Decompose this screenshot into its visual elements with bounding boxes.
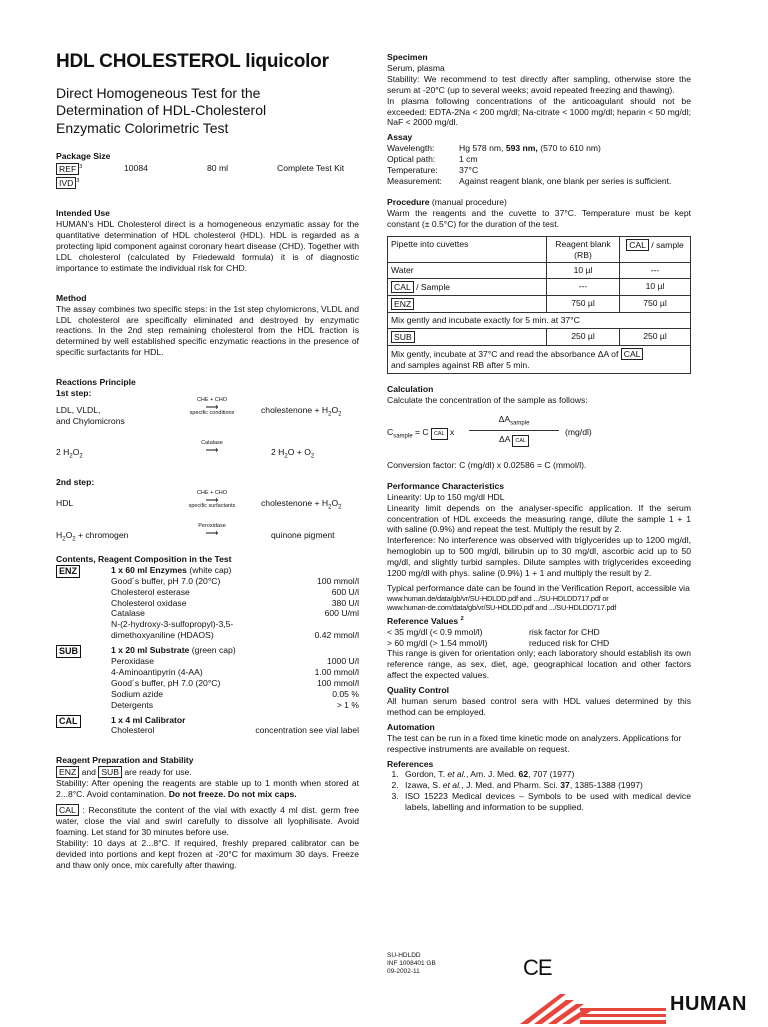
automation-heading: Automation xyxy=(387,721,435,732)
qc-heading: Quality Control xyxy=(387,685,450,696)
list-item: Detergents > 1 % xyxy=(111,699,359,710)
step2-label: 2nd step: xyxy=(56,476,95,487)
subtitle-line: Determination of HDL-Cholesterol xyxy=(56,102,267,119)
cal-stability: Stability: 10 days at 2...8°C. If required, freshly prepared calibrator can be devided into portions and kept frozen at -20°C for maximum 30 days. Freeze and thaw only once, mix carefully after thawing. xyxy=(56,837,359,870)
references-heading: References xyxy=(387,758,434,769)
list-item: 2. Izawa, S. et al., J. Med. and Pharm. Sci. 37, 1385-1388 (1997) xyxy=(401,780,691,791)
reaction-3: HDL CHE + CHO ⟶ specific surfactants cholestenone + $H_2O_2$ xyxy=(56,489,342,511)
verification-link[interactable]: www.human-de.com/data/gb/vr/SU-HDLDD.pdf and .../SU-HDLDD717.pdf xyxy=(387,603,617,613)
table-row: Mix gently and incubate exactly for 5 min. at 37°C xyxy=(388,313,691,329)
sub-symbol: SUB xyxy=(56,645,81,658)
list-item: 4-Aminoantipyrin (4-AA) 1.00 mmol/l xyxy=(111,666,359,677)
list-item: 1. Gordon, T. et al., Am. J. Med. 62, 707 (1977) xyxy=(401,769,691,780)
ce-mark: CE xyxy=(523,955,552,980)
step1-label: 1st step: xyxy=(56,388,92,399)
method-heading: Method xyxy=(56,292,87,303)
list-item: 3. ISO 15223 Medical devices – Symbols to be used with medical device labels, labelling and information to be supplied. xyxy=(401,791,691,813)
table-row: CAL / Sample --- 10 µl xyxy=(388,279,691,296)
assay-row: Optical path: 1 cm xyxy=(387,154,478,165)
method-text: The assay combines two specific steps: in the 1st step chylomicrons, VLDL and LDL cholesterol are specifically eliminated and destroyed by enzymatic reactions. In the 2nd step remaining cholesterol from the HDL fraction is determined by well established specific enzymatic reactions in the presence of specific surfactants for HDL. xyxy=(56,303,359,358)
sub-composition: SUB 1 x 20 ml Substrate (green cap) Peroxidase 1000 U/l 4-Aminoantipyrin (4-AA) 1.00 mmol/l Good´s buffer, pH 7.0 (20°C) 100 mmol/l Sodium azide 0.05 % Detergents > 1 % xyxy=(56,645,359,710)
procedure-table xyxy=(387,236,691,375)
catalog-number: 10084 xyxy=(124,163,148,174)
product-subtitle xyxy=(56,85,359,138)
contents-heading: Contents, Reagent Composition in the Test xyxy=(56,553,232,564)
intended-use-heading: Intended Use xyxy=(56,208,110,219)
document-codes: SU-HDLDD INF 1008401 GB 09-2002-11 xyxy=(387,952,436,976)
assay-row: Measurement: Against reagent blank, one blank per series is sufficient. xyxy=(387,175,672,186)
ref-symbol: REF xyxy=(56,163,79,175)
performance-heading: Performance Characteristics xyxy=(387,480,505,491)
list-item: Cholesterol esterase 600 U/l xyxy=(111,586,359,597)
list-item: Catalase 600 U/ml xyxy=(111,608,359,619)
package-row: REF $^3$ 10084 80 ml Complete Test Kit xyxy=(56,163,359,175)
enz-symbol: ENZ xyxy=(56,766,79,778)
left-column: HDL CHOLESTEROL liquicolor Direct Homogeneous Test for the Determination of HDL-Cholesterol Enzymatic Colorimetric Test Package Size REF $^3$ 10084 80 ml Complete Test Kit IVD $^3$ Intended Use HUMAN’s HDL Cholesterol direct is a homogeneous enzymatic assay for the quantitative determination of HDL cholesterol (HDL). HDL is regarded as a protecting lipid component against coronary heart disease (CHD). Together with LDL cholesterol (calculated by Friedewald formula) it is of diagnostic importance to estimate the individual risk for CHD. Method The assay combines two specific steps: in the 1st step chylomicrons, VLDL and LDL cholesterol are specifically eliminated and destroyed by enzymatic reactions. In the 2nd step remaining cholesterol from the HDL fraction is determined by well established specific enzymatic reactions in the presence of specific surfactants for HDL. Reactions Principle 1st step: LDL, VLDL, and Chylomicrons CHE + CHO ⟶ specific conditions cholestenone + $H_2O_2$ 2 $H_2O_2$ Catalase ⟶ 2 $H_2O + O_2$ 2nd step: HDL CHE + CHO ⟶ specific surfactants cholestenone + $H_2O_2$ $H_2O_2$ + chromogen Peroxidase ⟶ quinone pigment Contents, Reagent Composition in the Test ENZ 1 x 60 ml Enzymes (white cap) Good´s buffer, pH 7.0 (20°C) 100 mmol/l Cholesterol esterase 600 U/l Cholesterol oxidase 380 U/l Catalase 600 U/ml N-(2-hydroxy-3-sulfopropyl)-3,5- dimethoxyaniline (HDAOS) 0.42 mmol/l SUB 1 x 20 ml Substrate (green cap) Peroxidase 1000 U/l 4-Aminoantipyrin (4-AA) 1.00 mmol/l Good´s buffer, pH 7.0 (20°C) 100 mmol/l Sodium azide 0.05 % Detergents > 1 % CAL 1 x 4 ml Calibrator Cholesterol concentration see vial label Reagent Preparation and Stability ENZ and SUB are ready for use. Stability: After opening the reagents are stable up to 1 month when stored at 2...8°C. Avoid contamination. Do not freeze. Do not mix caps. CAL : Reconstitute the content of the vial with exactly 4 ml dist. germ free water, close the vial and swirl carefully to dissolve all lyophilisate. Avoid foaming. Let stand for 30 minutes before use. Stability: 10 days at 2...8°C. If required, freshly prepared calibrator can be devided into portions and kept frozen at -20°C for maximum 30 days. Freeze and thaw only once, mix carefully after thawing. xyxy=(56,51,359,870)
enz-composition: ENZ 1 x 60 ml Enzymes (white cap) Good´s buffer, pH 7.0 (20°C) 100 mmol/l Cholesterol esterase 600 U/l Cholesterol oxidase 380 U/l Catalase 600 U/ml N-(2-hydroxy-3-sulfopropyl)-3,5- dimethoxyaniline (HDAOS) 0.42 mmol/l xyxy=(56,565,359,641)
assay-row: Temperature: 37°C xyxy=(387,165,479,176)
table-row: Water 10 µl --- xyxy=(388,263,691,279)
calculation-heading: Calculation xyxy=(387,384,434,395)
package-kit: Complete Test Kit xyxy=(277,163,345,174)
reaction-arrow: ⟶ xyxy=(205,444,219,455)
reactions-heading: Reactions Principle xyxy=(56,377,136,388)
list-item: Good´s buffer, pH 7.0 (20°C) 100 mmol/l xyxy=(111,677,359,688)
subtitle-line: Enzymatic Colorimetric Test xyxy=(56,119,229,136)
table-row: ENZ 750 µl 750 µl xyxy=(388,296,691,313)
reaction-arrow: ⟶ xyxy=(205,494,219,505)
list-item: Sodium azide 0.05 % xyxy=(111,688,359,699)
human-logo xyxy=(520,988,768,1024)
reaction-4: $H_2O_2$ + chromogen Peroxidase ⟶ quinone pigment xyxy=(56,522,335,543)
right-column: Specimen Serum, plasma Stability: We recommend to test directly after sampling, otherwise store the serum at -20°C (up to several weeks; avoid repeated freezing and thawing). In plasma following concentrations of the anticoagulant should not be exceeded: EDTA-2Na < 200 mg/dl; Na-citrate < 1000 mg/dl; heparin < 50 mg/dl; NaF < 2000 mg/dl. Assay Wavelength: Hg 578 nm, 593 nm, (570 to 610 nm) Optical path: 1 cm Temperature: 37°C Measurement: Against reagent blank, one blank per series is sufficient. Procedure (manual procedure) Warm the reagents and the cuvette to 37°C. Temperature must be kept constant (± 0.5°C) for the duration of the test. Pipette into cuvettes Reagent blank (RB) CAL / sample Water 10 µl --- CAL / Sample --- 10 µl ENZ 750 µl 750 µl Mix gently and incubate exactly for 5 min. at 37°C SUB 250 µl 250 µl Mix gently, incubate at 37°C and read the absorbance ΔA of CAL and samples against RB after 5 min. Calculation Calculate the concentration of the sample as follows: $C_{sample} = C$ CAL x $\Delta A_{sample}$ ΔA CAL (mg/dl) Conversion factor: C (mg/dl) x 0.02586 = C (mmol/l). Performance Characteristics Linearity: Up to 150 mg/dl HDL Linearity limit depends on the analyser-specific application. If the serum concentration of HDL exceeds the measuring range, dilute the sample 1 + 1 with saline (0.9%) and repeat the test. Multiply the result by 2. Interference: No interference was observed with triglycerides up to 1200 mg/dl, hemoglobin up to 500 mg/dl, bilirubin up to 30 mg/dl, ascorbic acid up to 50 mg/dl, and slightly turbid samples. Dilute samples with triglycerides exceeding 1200 mg/dl with phys. saline (0.9%) 1 + 1 and multiply the result by 2. Typical performance date can be found in the Verification Report, accessible via www.human.de/data/gb/vr/SU-HDLDD.pdf and .../SU-HDLDD717.pdf or www.human-de.com/data/gb/vr/SU-HDLDD.pdf and .../SU-HDLDD717.pdf Reference Values $^2$ < 35 mg/dl (< 0.9 mmol/l) risk factor for CHD > 60 mg/dl (> 1.54 mmol/l) reduced risk for CHD This range is given for orientation only; each laboratory should establish its own reference range, as sex, diet, age, geographical location and other factors affect the expected values. Quality Control All human serum based control sera with HDL values determined by this method can be employed. Automation The test can be run in a fixed time kinetic mode on analyzers. Applications for respective instruments are available on request. References 1. Gordon, T. et al., Am. J. Med. 62, 707 (1977) 2. Izawa, S. et al., J. Med. and Pharm. Sci. 37, 1385-1388 (1997) 3. ISO 15223 Medical devices – Symbols to be used with medical device labels, labelling and information to be supplied. xyxy=(387,52,691,813)
list-item: Peroxidase 1000 U/l xyxy=(111,656,359,667)
product-title: HDL CHOLESTEROL liquicolor xyxy=(56,51,329,72)
reaction-arrow: ⟶ xyxy=(205,401,219,412)
prep-heading: Reagent Preparation and Stability xyxy=(56,755,194,766)
list-item: Cholesterol concentration see vial label xyxy=(111,725,359,736)
reaction-1: LDL, VLDL, and Chylomicrons CHE + CHO ⟶ specific conditions cholestenone + $H_2O_2$ xyxy=(56,396,342,426)
package-heading: Package Size xyxy=(56,151,111,162)
cal-symbol: CAL xyxy=(56,715,81,728)
list-item: Cholesterol oxidase 380 U/l xyxy=(111,597,359,608)
brand-name: HUMAN xyxy=(670,993,747,1015)
specimen-heading: Specimen xyxy=(387,52,428,62)
cal-symbol: CAL xyxy=(56,804,79,816)
sub-symbol: SUB xyxy=(98,766,122,778)
table-row: Mix gently, incubate at 37°C and read the absorbance ΔA of CAL and samples against RB after 5 min. xyxy=(388,346,691,374)
list-item: Good´s buffer, pH 7.0 (20°C) 100 mmol/l xyxy=(111,575,359,586)
reaction-arrow: ⟶ xyxy=(205,527,219,538)
enz-symbol: ENZ xyxy=(56,565,80,578)
reaction-2: 2 $H_2O_2$ Catalase ⟶ 2 $H_2O + O_2$ xyxy=(56,439,315,460)
list-item: dimethoxyaniline (HDAOS) 0.42 mmol/l xyxy=(111,630,359,641)
intended-use-text: HUMAN’s HDL Cholesterol direct is a homogeneous enzymatic assay for the quantitative determination of HDL cholesterol (HDL). HDL is regarded as a protecting lipid component against coronary heart disease (CHD). Together with LDL cholesterol (calculated by Friedewald formula) it is of diagnostic importance to estimate the individual risk for CHD. xyxy=(56,219,359,273)
assay-row: Wavelength: Hg 578 nm, 593 nm, (570 to 610 nm) xyxy=(387,143,601,154)
verification-link[interactable]: www.human.de/data/gb/vr/SU-HDLDD.pdf and .../SU-HDLDD717.pdf or xyxy=(387,593,609,603)
calculation-formula: $C_{sample} = C$ CAL x $\Delta A_{sample}$ ΔA CAL (mg/dl) xyxy=(387,414,691,454)
list-item: N-(2-hydroxy-3-sulfopropyl)-3,5- xyxy=(111,619,234,630)
package-volume: 80 ml xyxy=(207,163,229,174)
procedure-heading: Procedure (manual procedure) xyxy=(387,196,507,207)
assay-heading: Assay xyxy=(387,132,413,143)
references-list xyxy=(387,769,691,813)
reference-heading: Reference Values $^2$ xyxy=(387,615,464,626)
ivd-symbol: IVD xyxy=(56,177,76,189)
table-row: Pipette into cuvettes Reagent blank (RB) CAL / sample xyxy=(388,236,691,263)
cal-composition: CAL 1 x 4 ml Calibrator Cholesterol concentration see vial label xyxy=(56,715,359,737)
subtitle-line: Direct Homogeneous Test for the xyxy=(56,84,261,101)
table-row: SUB 250 µl 250 µl xyxy=(388,329,691,346)
